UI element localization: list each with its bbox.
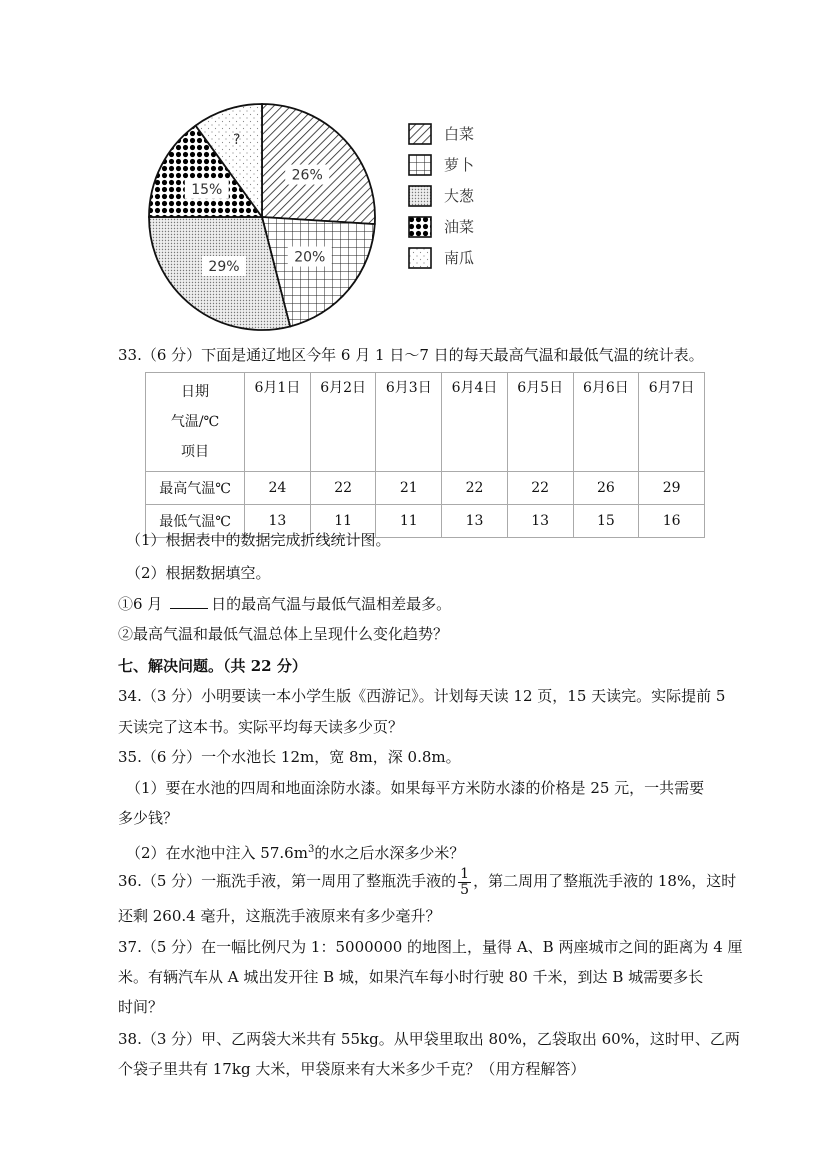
corner-item: 项目 bbox=[181, 444, 210, 460]
table-cell: 21 bbox=[376, 472, 442, 505]
date-header: 6月3日 bbox=[376, 373, 442, 472]
q33-part1: （1）根据表中的数据完成折线统计图。 bbox=[126, 531, 391, 549]
date-header: 6月1日 bbox=[245, 373, 311, 472]
q34-line2: 天读完了这本书。实际平均每天读多少页？ bbox=[118, 718, 404, 736]
numerator: 1 bbox=[460, 865, 470, 882]
legend-label: 油菜 bbox=[444, 218, 475, 236]
table-cell: 15 bbox=[573, 505, 639, 538]
text: （2）在水池中注入 57.6m bbox=[126, 844, 308, 862]
q35-part1b: 多少钱？ bbox=[118, 809, 179, 827]
date-header: 6月5日 bbox=[507, 373, 573, 472]
legend-swatch-icon bbox=[408, 185, 432, 207]
row-label: 最高气温℃ bbox=[146, 472, 245, 505]
slice-label: 26% bbox=[291, 167, 323, 184]
q35-line1: 35.（6 分）一个水池长 12m，宽 8m，深 0.8m。 bbox=[118, 748, 461, 766]
legend-item bbox=[408, 242, 474, 273]
temperature-table bbox=[145, 372, 705, 538]
date-header: 6月4日 bbox=[442, 373, 508, 472]
table-cell: 26 bbox=[573, 472, 639, 505]
table-cell: 29 bbox=[639, 472, 705, 505]
table-cell: 22 bbox=[310, 472, 376, 505]
legend-label: 白菜 bbox=[444, 125, 475, 143]
corner-date: 日期 bbox=[181, 384, 210, 400]
q35-part1a: （1）要在水池的四周和地面涂防水漆。如果每平方米防水漆的价格是 25 元，一共需要 bbox=[126, 779, 705, 797]
q38-line2: 个袋子里共有 17kg 大米，甲袋原来有大米多少千克？（用方程解答） bbox=[118, 1060, 586, 1078]
table-cell: 24 bbox=[245, 472, 311, 505]
table-cell: 22 bbox=[442, 472, 508, 505]
q37-line2: 米。有辆汽车从 A 城出发开往 B 城，如果汽车每小时行驶 80 千米，到达 B 城需要多长 bbox=[118, 968, 704, 986]
slice-label: ? bbox=[232, 132, 241, 149]
date-header: 6月7日 bbox=[639, 373, 705, 472]
q33-part2b: ②最高气温和最低气温总体上呈现什么变化趋势？ bbox=[118, 625, 449, 643]
corner-temp: 气温/℃ bbox=[170, 414, 220, 430]
pie-legend bbox=[408, 118, 474, 273]
date-header: 6月6日 bbox=[573, 373, 639, 472]
table-cell: 13 bbox=[245, 505, 311, 538]
text: 36.（5 分）一瓶洗手液，第一周用了整瓶洗手液的 bbox=[118, 872, 457, 890]
legend-swatch-icon bbox=[408, 123, 432, 145]
legend-item bbox=[408, 149, 474, 180]
text: 的水之后水深多少米？ bbox=[314, 844, 465, 862]
legend-label: 南瓜 bbox=[444, 249, 475, 267]
slice-label: 20% bbox=[294, 249, 326, 266]
table-cell: 22 bbox=[507, 472, 573, 505]
table-cell: 13 bbox=[507, 505, 573, 538]
section-title: 七、解决问题。（共 22 分） bbox=[118, 657, 307, 675]
table-cell: 16 bbox=[639, 505, 705, 538]
row-label: 最低气温℃ bbox=[146, 505, 245, 538]
superscript: 3 bbox=[307, 844, 315, 855]
q33-header: 33.（6 分）下面是通辽地区今年 6 月 1 日～7 日的每天最高气温和最低气温的统计表。 bbox=[118, 346, 704, 364]
legend-swatch-icon bbox=[408, 247, 432, 269]
text: 日的最高气温与最低气温相差最多。 bbox=[211, 595, 452, 613]
q38-line1: 38.（3 分）甲、乙两袋大米共有 55kg。从甲袋里取出 80%，乙袋取出 60%，这时甲、乙两 bbox=[118, 1030, 740, 1048]
fraction bbox=[458, 867, 471, 898]
q33-part2: （2）根据数据填空。 bbox=[126, 564, 271, 582]
legend-item bbox=[408, 118, 474, 149]
slice-label: 29% bbox=[208, 258, 240, 275]
legend-swatch-icon bbox=[408, 154, 432, 176]
text: ①6 月 bbox=[118, 595, 163, 613]
answer-blank[interactable] bbox=[170, 594, 208, 609]
q37-line1: 37.（5 分）在一幅比例尺为 1：5000000 的地图上，量得 A、B 两座城市之间的距离为 4 厘 bbox=[118, 938, 743, 956]
q35-part2 bbox=[126, 840, 464, 863]
pie-chart bbox=[140, 95, 390, 345]
date-header: 6月2日 bbox=[310, 373, 376, 472]
corner-cell bbox=[146, 373, 245, 472]
slice-label: 15% bbox=[191, 181, 223, 198]
legend-swatch-icon bbox=[408, 216, 432, 238]
q36-line2: 还剩 260.4 毫升，这瓶洗手液原来有多少毫升？ bbox=[118, 907, 441, 925]
q37-line3: 时间？ bbox=[118, 998, 164, 1016]
q33-part2a bbox=[118, 594, 451, 614]
denominator: 5 bbox=[460, 881, 470, 898]
legend-label: 大葱 bbox=[444, 187, 475, 205]
legend-item bbox=[408, 180, 474, 211]
table-cell: 11 bbox=[376, 505, 442, 538]
legend-label: 萝卜 bbox=[444, 156, 475, 174]
q36-line1 bbox=[118, 864, 736, 898]
q34-line1: 34.（3 分）小明要读一本小学生版《西游记》。计划每天读 12 页，15 天读完。实际提前 5 bbox=[118, 687, 726, 705]
text: ，第二周用了整瓶洗手液的 18%，这时 bbox=[473, 872, 737, 890]
table-row bbox=[146, 472, 705, 505]
legend-item bbox=[408, 211, 474, 242]
table-cell: 11 bbox=[310, 505, 376, 538]
pie-slice-白菜 bbox=[262, 104, 375, 224]
table-cell: 13 bbox=[442, 505, 508, 538]
